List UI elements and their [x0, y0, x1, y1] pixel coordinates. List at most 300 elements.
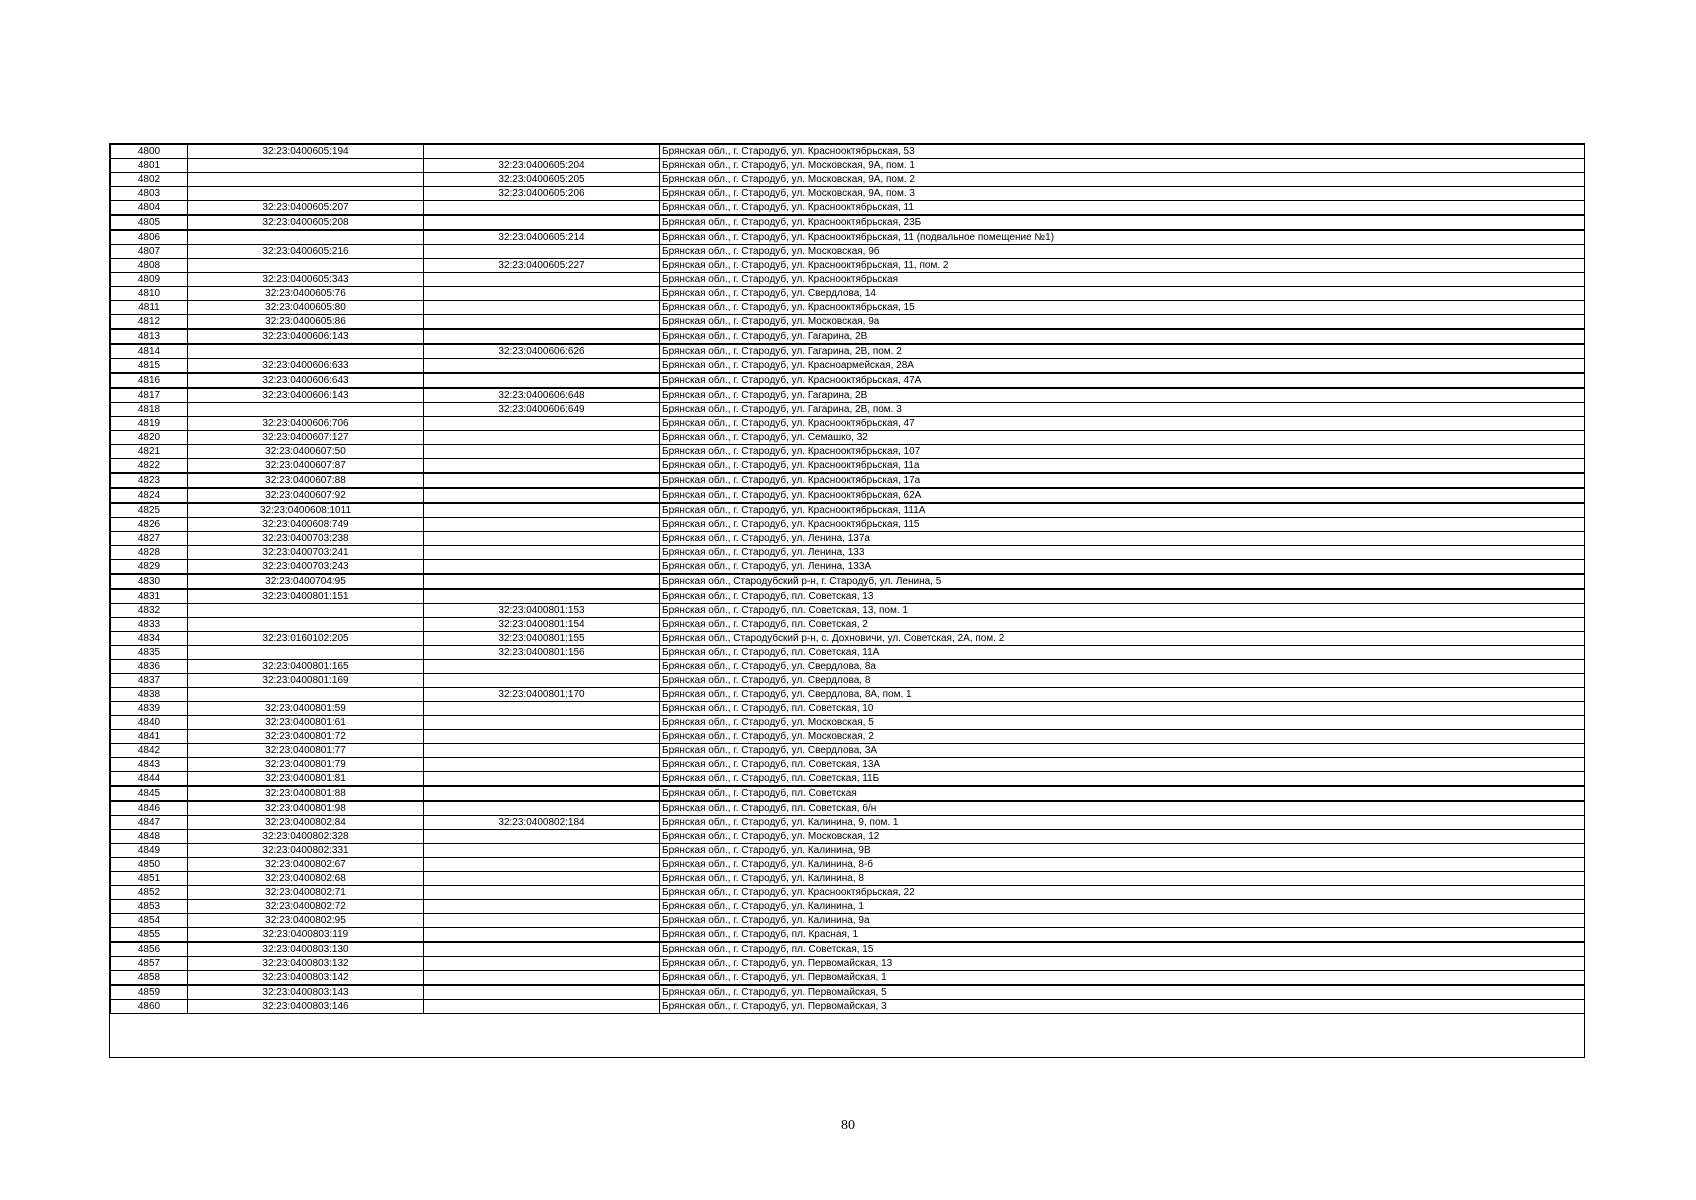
cell-cadastral-number: 32:23:0400607:92 — [188, 488, 424, 503]
cell-number: 4845 — [111, 786, 188, 801]
cell-cadastral-number — [188, 604, 424, 618]
cell-address: Брянская обл., г. Стародуб, ул. Краснооктябрьская, 23Б — [660, 215, 1585, 230]
cell-address: Брянская обл., г. Стародуб, ул. Свердлова, 14 — [660, 287, 1585, 301]
table-row — [111, 971, 1585, 986]
cell-cadastral-number: 32:23:0400605:207 — [188, 201, 424, 216]
cell-number: 4820 — [111, 431, 188, 445]
cell-address: Брянская обл., г. Стародуб, ул. Краснооктябрьская, 62А — [660, 488, 1585, 503]
cell-cadastral-number-premises — [424, 730, 660, 744]
cell-cadastral-number: 32:23:0400703:241 — [188, 546, 424, 560]
cell-cadastral-number: 32:23:0400703:243 — [188, 560, 424, 575]
table-row — [111, 872, 1585, 886]
cell-number: 4819 — [111, 417, 188, 431]
cell-number: 4857 — [111, 957, 188, 971]
table-row — [111, 816, 1585, 830]
cell-number: 4842 — [111, 744, 188, 758]
cell-cadastral-number: 32:23:0400606:643 — [188, 373, 424, 388]
table-row — [111, 159, 1585, 173]
cell-address: Брянская обл., г. Стародуб, пл. Советская, б/н — [660, 801, 1585, 816]
cell-cadastral-number: 32:23:0400801:59 — [188, 702, 424, 716]
table-row — [111, 259, 1585, 273]
cell-cadastral-number-premises — [424, 971, 660, 986]
cell-address: Брянская обл., г. Стародуб, ул. Первомайская, 1 — [660, 971, 1585, 986]
cell-cadastral-number-premises: 32:23:0400606:648 — [424, 388, 660, 403]
cell-address: Брянская обл., г. Стародуб, ул. Калинина, 8-б — [660, 858, 1585, 872]
cell-cadastral-number — [188, 187, 424, 201]
cell-cadastral-number: 32:23:0400802:95 — [188, 914, 424, 928]
cell-cadastral-number-premises — [424, 301, 660, 315]
cell-cadastral-number: 32:23:0400803:143 — [188, 985, 424, 1000]
cell-number: 4859 — [111, 985, 188, 1000]
cell-number: 4829 — [111, 560, 188, 575]
cell-address: Брянская обл., г. Стародуб, ул. Свердлова, 8а — [660, 660, 1585, 674]
cell-cadastral-number: 32:23:0400608:749 — [188, 518, 424, 532]
cell-cadastral-number: 32:23:0400802:84 — [188, 816, 424, 830]
cell-number: 4858 — [111, 971, 188, 986]
cell-cadastral-number — [188, 159, 424, 173]
cell-address: Брянская обл., г. Стародуб, ул. Калинина, 9а — [660, 914, 1585, 928]
cell-number: 4853 — [111, 900, 188, 914]
cell-address: Брянская обл., г. Стародуб, пл. Советская, 13 — [660, 589, 1585, 604]
cell-cadastral-number-premises — [424, 359, 660, 374]
cell-cadastral-number-premises: 32:23:0400801:170 — [424, 688, 660, 702]
cell-cadastral-number: 32:23:0160102:205 — [188, 632, 424, 646]
table-row — [111, 744, 1585, 758]
cell-number: 4846 — [111, 801, 188, 816]
cell-number: 4851 — [111, 872, 188, 886]
cell-address: Брянская обл., г. Стародуб, пл. Советская, 15 — [660, 942, 1585, 957]
cell-cadastral-number: 32:23:0400802:67 — [188, 858, 424, 872]
table-row — [111, 488, 1585, 503]
cell-address: Брянская обл., г. Стародуб, пл. Советская — [660, 786, 1585, 801]
cell-cadastral-number: 32:23:0400606:706 — [188, 417, 424, 431]
cell-cadastral-number: 32:23:0400802:72 — [188, 900, 424, 914]
cell-cadastral-number-premises — [424, 914, 660, 928]
cell-address: Брянская обл., г. Стародуб, ул. Краснооктябрьская, 11, пом. 2 — [660, 259, 1585, 273]
cell-number: 4840 — [111, 716, 188, 730]
cell-cadastral-number-premises — [424, 900, 660, 914]
cell-cadastral-number-premises — [424, 772, 660, 787]
table-row — [111, 473, 1585, 488]
table-row — [111, 914, 1585, 928]
cell-cadastral-number-premises — [424, 1000, 660, 1014]
table-row — [111, 844, 1585, 858]
cell-number: 4801 — [111, 159, 188, 173]
cell-address: Брянская обл., г. Стародуб, пл. Советская, 13А — [660, 758, 1585, 772]
cell-cadastral-number-premises — [424, 145, 660, 159]
cell-cadastral-number-premises — [424, 702, 660, 716]
table-row — [111, 215, 1585, 230]
cell-cadastral-number: 32:23:0400801:77 — [188, 744, 424, 758]
table-row — [111, 173, 1585, 187]
cell-cadastral-number — [188, 173, 424, 187]
cell-address: Брянская обл., г. Стародуб, ул. Ленина, 137а — [660, 532, 1585, 546]
cell-number: 4839 — [111, 702, 188, 716]
cell-number: 4843 — [111, 758, 188, 772]
table-row — [111, 230, 1585, 245]
cell-address: Брянская обл., г. Стародуб, ул. Первомайская, 3 — [660, 1000, 1585, 1014]
cell-cadastral-number-premises: 32:23:0400801:153 — [424, 604, 660, 618]
cell-address: Брянская обл., г. Стародуб, ул. Краснооктябрьская, 115 — [660, 518, 1585, 532]
table-row — [111, 886, 1585, 900]
cell-cadastral-number — [188, 259, 424, 273]
cell-cadastral-number: 32:23:0400704:95 — [188, 574, 424, 589]
cell-cadastral-number: 32:23:0400606:633 — [188, 359, 424, 374]
cell-cadastral-number-premises — [424, 201, 660, 216]
cell-cadastral-number-premises — [424, 830, 660, 844]
cell-cadastral-number-premises — [424, 872, 660, 886]
table-row — [111, 574, 1585, 589]
cell-cadastral-number-premises: 32:23:0400605:206 — [424, 187, 660, 201]
table-row — [111, 688, 1585, 702]
table-row — [111, 560, 1585, 575]
cell-address: Брянская обл., г. Стародуб, ул. Краснооктябрьская, 53 — [660, 145, 1585, 159]
registry-table-body — [111, 145, 1585, 1014]
registry-table — [110, 144, 1585, 1014]
table-row — [111, 858, 1585, 872]
cell-cadastral-number-premises — [424, 942, 660, 957]
cell-cadastral-number: 32:23:0400801:88 — [188, 786, 424, 801]
cell-cadastral-number-premises — [424, 928, 660, 943]
cell-cadastral-number: 32:23:0400605:216 — [188, 245, 424, 259]
cell-number: 4818 — [111, 403, 188, 417]
cell-number: 4816 — [111, 373, 188, 388]
cell-address: Брянская обл., г. Стародуб, ул. Краснооктябрьская, 11а — [660, 459, 1585, 474]
table-row — [111, 287, 1585, 301]
table-row — [111, 928, 1585, 943]
cell-cadastral-number: 32:23:0400606:143 — [188, 329, 424, 344]
cell-number: 4817 — [111, 388, 188, 403]
table-row — [111, 604, 1585, 618]
cell-number: 4825 — [111, 503, 188, 518]
cell-cadastral-number-premises — [424, 431, 660, 445]
cell-cadastral-number-premises — [424, 417, 660, 431]
cell-cadastral-number: 32:23:0400802:68 — [188, 872, 424, 886]
table-row — [111, 730, 1585, 744]
table-row — [111, 145, 1585, 159]
table-row — [111, 301, 1585, 315]
cell-number: 4803 — [111, 187, 188, 201]
cell-number: 4855 — [111, 928, 188, 943]
cell-cadastral-number-premises — [424, 985, 660, 1000]
table-row — [111, 801, 1585, 816]
cell-cadastral-number-premises: 32:23:0400605:214 — [424, 230, 660, 245]
cell-address: Брянская обл., г. Стародуб, пл. Советская, 11А — [660, 646, 1585, 660]
cell-cadastral-number: 32:23:0400605:208 — [188, 215, 424, 230]
cell-cadastral-number: 32:23:0400801:72 — [188, 730, 424, 744]
cell-number: 4828 — [111, 546, 188, 560]
cell-address: Брянская обл., г. Стародуб, ул. Семашко, 32 — [660, 431, 1585, 445]
cell-address: Брянская обл., г. Стародуб, ул. Ленина, 133 — [660, 546, 1585, 560]
cell-number: 4823 — [111, 473, 188, 488]
cell-cadastral-number-premises — [424, 245, 660, 259]
cell-cadastral-number: 32:23:0400605:343 — [188, 273, 424, 287]
cell-address: Брянская обл., г. Стародуб, ул. Московская, 9б — [660, 245, 1585, 259]
cell-number: 4813 — [111, 329, 188, 344]
table-row — [111, 403, 1585, 417]
cell-cadastral-number-premises: 32:23:0400606:649 — [424, 403, 660, 417]
table-row — [111, 716, 1585, 730]
cell-number: 4809 — [111, 273, 188, 287]
table-row — [111, 359, 1585, 374]
table-row — [111, 1000, 1585, 1014]
cell-cadastral-number: 32:23:0400607:50 — [188, 445, 424, 459]
cell-cadastral-number: 32:23:0400605:80 — [188, 301, 424, 315]
cell-cadastral-number-premises — [424, 858, 660, 872]
table-row — [111, 273, 1585, 287]
cell-number: 4834 — [111, 632, 188, 646]
cell-number: 4821 — [111, 445, 188, 459]
cell-number: 4822 — [111, 459, 188, 474]
table-row — [111, 518, 1585, 532]
table-row — [111, 674, 1585, 688]
cell-number: 4812 — [111, 315, 188, 330]
cell-cadastral-number-premises — [424, 758, 660, 772]
cell-cadastral-number-premises — [424, 716, 660, 730]
cell-cadastral-number — [188, 618, 424, 632]
cell-address: Брянская обл., г. Стародуб, ул. Краснооктябрьская, 11 — [660, 201, 1585, 216]
cell-cadastral-number: 32:23:0400607:127 — [188, 431, 424, 445]
cell-cadastral-number: 32:23:0400703:238 — [188, 532, 424, 546]
cell-address: Брянская обл., г. Стародуб, ул. Московская, 9А, пом. 1 — [660, 159, 1585, 173]
cell-address: Брянская обл., г. Стародуб, ул. Гагарина, 2В, пом. 3 — [660, 403, 1585, 417]
cell-number: 4838 — [111, 688, 188, 702]
cell-cadastral-number-premises — [424, 589, 660, 604]
cell-cadastral-number: 32:23:0400606:143 — [188, 388, 424, 403]
cell-cadastral-number-premises: 32:23:0400606:626 — [424, 344, 660, 359]
cell-cadastral-number-premises — [424, 273, 660, 287]
cell-address: Брянская обл., г. Стародуб, ул. Красноармейская, 28А — [660, 359, 1585, 374]
cell-address: Брянская обл., г. Стародуб, ул. Краснооктябрьская, 47 — [660, 417, 1585, 431]
cell-number: 4832 — [111, 604, 188, 618]
cell-address: Брянская обл., г. Стародуб, ул. Московская, 9А, пом. 2 — [660, 173, 1585, 187]
cell-cadastral-number: 32:23:0400605:86 — [188, 315, 424, 330]
cell-address: Брянская обл., г. Стародуб, пл. Советская, 2 — [660, 618, 1585, 632]
cell-cadastral-number-premises — [424, 473, 660, 488]
cell-address: Брянская обл., г. Стародуб, ул. Краснооктябрьская — [660, 273, 1585, 287]
cell-cadastral-number — [188, 344, 424, 359]
cell-number: 4811 — [111, 301, 188, 315]
cell-number: 4835 — [111, 646, 188, 660]
table-row — [111, 344, 1585, 359]
cell-address: Брянская обл., г. Стародуб, пл. Красная, 1 — [660, 928, 1585, 943]
cell-number: 4854 — [111, 914, 188, 928]
cell-cadastral-number: 32:23:0400801:151 — [188, 589, 424, 604]
cell-cadastral-number-premises — [424, 560, 660, 575]
table-row — [111, 329, 1585, 344]
cell-address: Брянская обл., г. Стародуб, ул. Свердлова, 8 — [660, 674, 1585, 688]
cell-address: Брянская обл., г. Стародуб, ул. Калинина, 9В — [660, 844, 1585, 858]
cell-cadastral-number-premises — [424, 445, 660, 459]
cell-cadastral-number: 32:23:0400605:194 — [188, 145, 424, 159]
cell-cadastral-number-premises — [424, 574, 660, 589]
cell-cadastral-number-premises — [424, 215, 660, 230]
cell-address: Брянская обл., г. Стародуб, пл. Советская, 13, пом. 1 — [660, 604, 1585, 618]
table-row — [111, 431, 1585, 445]
cell-number: 4837 — [111, 674, 188, 688]
cell-number: 4806 — [111, 230, 188, 245]
cell-address: Брянская обл., Стародубский р-н, с. Дохновичи, ул. Советская, 2А, пом. 2 — [660, 632, 1585, 646]
cell-number: 4827 — [111, 532, 188, 546]
cell-number: 4815 — [111, 359, 188, 374]
cell-cadastral-number-premises — [424, 315, 660, 330]
cell-cadastral-number-premises: 32:23:0400801:154 — [424, 618, 660, 632]
cell-number: 4826 — [111, 518, 188, 532]
cell-number: 4807 — [111, 245, 188, 259]
cell-address: Брянская обл., г. Стародуб, ул. Краснооктябрьская, 11 (подвальное помещение №1) — [660, 230, 1585, 245]
cell-number: 4805 — [111, 215, 188, 230]
table-row — [111, 187, 1585, 201]
cell-cadastral-number: 32:23:0400801:61 — [188, 716, 424, 730]
cell-number: 4814 — [111, 344, 188, 359]
table-row — [111, 445, 1585, 459]
cell-address: Брянская обл., г. Стародуб, ул. Гагарина, 2В — [660, 388, 1585, 403]
cell-cadastral-number: 32:23:0400803:146 — [188, 1000, 424, 1014]
cell-cadastral-number-premises — [424, 786, 660, 801]
cell-number: 4810 — [111, 287, 188, 301]
cell-cadastral-number-premises — [424, 844, 660, 858]
cell-cadastral-number-premises — [424, 459, 660, 474]
table-row — [111, 942, 1585, 957]
cell-cadastral-number — [188, 646, 424, 660]
table-row — [111, 201, 1585, 216]
table-row — [111, 459, 1585, 474]
cell-cadastral-number: 32:23:0400803:119 — [188, 928, 424, 943]
cell-cadastral-number-premises: 32:23:0400802:184 — [424, 816, 660, 830]
cell-address: Брянская обл., г. Стародуб, ул. Краснооктябрьская, 107 — [660, 445, 1585, 459]
cell-cadastral-number-premises: 32:23:0400605:227 — [424, 259, 660, 273]
cell-address: Брянская обл., г. Стародуб, ул. Краснооктябрьская, 111А — [660, 503, 1585, 518]
cell-address: Брянская обл., г. Стародуб, ул. Первомайская, 5 — [660, 985, 1585, 1000]
cell-cadastral-number-premises: 32:23:0400801:156 — [424, 646, 660, 660]
cell-cadastral-number: 32:23:0400803:130 — [188, 942, 424, 957]
table-row — [111, 900, 1585, 914]
table-row — [111, 830, 1585, 844]
cell-number: 4831 — [111, 589, 188, 604]
cell-number: 4824 — [111, 488, 188, 503]
cell-cadastral-number: 32:23:0400801:165 — [188, 660, 424, 674]
cell-number: 4808 — [111, 259, 188, 273]
cell-address: Брянская обл., Стародубский р-н, г. Стародуб, ул. Ленина, 5 — [660, 574, 1585, 589]
table-row — [111, 245, 1585, 259]
table-row — [111, 373, 1585, 388]
cell-cadastral-number — [188, 403, 424, 417]
table-row — [111, 985, 1585, 1000]
cell-number: 4847 — [111, 816, 188, 830]
cell-number: 4802 — [111, 173, 188, 187]
cell-cadastral-number-premises — [424, 886, 660, 900]
cell-cadastral-number-premises — [424, 744, 660, 758]
table-row — [111, 546, 1585, 560]
table-row — [111, 646, 1585, 660]
cell-cadastral-number: 32:23:0400607:88 — [188, 473, 424, 488]
cell-address: Брянская обл., г. Стародуб, ул. Первомайская, 13 — [660, 957, 1585, 971]
cell-address: Брянская обл., г. Стародуб, пл. Советская, 10 — [660, 702, 1585, 716]
table-row — [111, 957, 1585, 971]
cell-cadastral-number: 32:23:0400801:169 — [188, 674, 424, 688]
cell-address: Брянская обл., г. Стародуб, ул. Ленина, 133А — [660, 560, 1585, 575]
cell-cadastral-number: 32:23:0400605:76 — [188, 287, 424, 301]
cell-number: 4841 — [111, 730, 188, 744]
cell-cadastral-number-premises — [424, 674, 660, 688]
cell-number: 4833 — [111, 618, 188, 632]
cell-cadastral-number — [188, 230, 424, 245]
cell-cadastral-number-premises — [424, 801, 660, 816]
cell-number: 4856 — [111, 942, 188, 957]
cell-address: Брянская обл., г. Стародуб, ул. Московская, 12 — [660, 830, 1585, 844]
cell-number: 4844 — [111, 772, 188, 787]
cell-cadastral-number: 32:23:0400607:87 — [188, 459, 424, 474]
cell-address: Брянская обл., г. Стародуб, ул. Московская, 2 — [660, 730, 1585, 744]
table-row — [111, 758, 1585, 772]
cell-cadastral-number: 32:23:0400802:331 — [188, 844, 424, 858]
cell-address: Брянская обл., г. Стародуб, ул. Калинина, 8 — [660, 872, 1585, 886]
table-row — [111, 660, 1585, 674]
cell-cadastral-number: 32:23:0400802:328 — [188, 830, 424, 844]
cell-cadastral-number-premises: 32:23:0400605:205 — [424, 173, 660, 187]
table-row — [111, 618, 1585, 632]
table-row — [111, 589, 1585, 604]
cell-address: Брянская обл., г. Стародуб, пл. Советская, 11Б — [660, 772, 1585, 787]
cell-cadastral-number-premises — [424, 532, 660, 546]
cell-address: Брянская обл., г. Стародуб, ул. Свердлова, 3А — [660, 744, 1585, 758]
cell-cadastral-number: 32:23:0400802:71 — [188, 886, 424, 900]
cell-cadastral-number-premises — [424, 503, 660, 518]
cell-number: 4848 — [111, 830, 188, 844]
cell-address: Брянская обл., г. Стародуб, ул. Краснооктябрьская, 15 — [660, 301, 1585, 315]
table-row — [111, 388, 1585, 403]
cell-cadastral-number-premises — [424, 660, 660, 674]
cell-cadastral-number: 32:23:0400801:98 — [188, 801, 424, 816]
cell-cadastral-number: 32:23:0400608:1011 — [188, 503, 424, 518]
cell-cadastral-number-premises — [424, 518, 660, 532]
cell-address: Брянская обл., г. Стародуб, ул. Краснооктябрьская, 17а — [660, 473, 1585, 488]
cell-address: Брянская обл., г. Стародуб, ул. Калинина, 1 — [660, 900, 1585, 914]
cell-address: Брянская обл., г. Стародуб, ул. Гагарина, 2В, пом. 2 — [660, 344, 1585, 359]
cell-cadastral-number-premises — [424, 546, 660, 560]
cell-address: Брянская обл., г. Стародуб, ул. Краснооктябрьская, 47А — [660, 373, 1585, 388]
table-row — [111, 632, 1585, 646]
cell-number: 4850 — [111, 858, 188, 872]
cell-address: Брянская обл., г. Стародуб, ул. Московская, 9а — [660, 315, 1585, 330]
cell-cadastral-number-premises — [424, 488, 660, 503]
cell-number: 4830 — [111, 574, 188, 589]
cell-cadastral-number-premises — [424, 329, 660, 344]
cell-cadastral-number-premises — [424, 287, 660, 301]
cell-cadastral-number-premises: 32:23:0400801:155 — [424, 632, 660, 646]
table-row — [111, 315, 1585, 330]
cell-address: Брянская обл., г. Стародуб, ул. Краснооктябрьская, 22 — [660, 886, 1585, 900]
table-row — [111, 702, 1585, 716]
cell-address: Брянская обл., г. Стародуб, ул. Московская, 5 — [660, 716, 1585, 730]
table-row — [111, 532, 1585, 546]
cell-address: Брянская обл., г. Стародуб, ул. Гагарина, 2В — [660, 329, 1585, 344]
cell-cadastral-number: 32:23:0400803:142 — [188, 971, 424, 986]
cell-cadastral-number: 32:23:0400801:79 — [188, 758, 424, 772]
cell-cadastral-number-premises — [424, 957, 660, 971]
cell-cadastral-number: 32:23:0400803:132 — [188, 957, 424, 971]
cell-cadastral-number — [188, 688, 424, 702]
cell-address: Брянская обл., г. Стародуб, ул. Калинина, 9, пом. 1 — [660, 816, 1585, 830]
cell-number: 4860 — [111, 1000, 188, 1014]
cell-number: 4804 — [111, 201, 188, 216]
cell-address: Брянская обл., г. Стародуб, ул. Московская, 9А, пом. 3 — [660, 187, 1585, 201]
cell-number: 4852 — [111, 886, 188, 900]
cell-cadastral-number-premises: 32:23:0400605:204 — [424, 159, 660, 173]
table-row — [111, 772, 1585, 787]
cell-cadastral-number: 32:23:0400801:81 — [188, 772, 424, 787]
table-row — [111, 417, 1585, 431]
